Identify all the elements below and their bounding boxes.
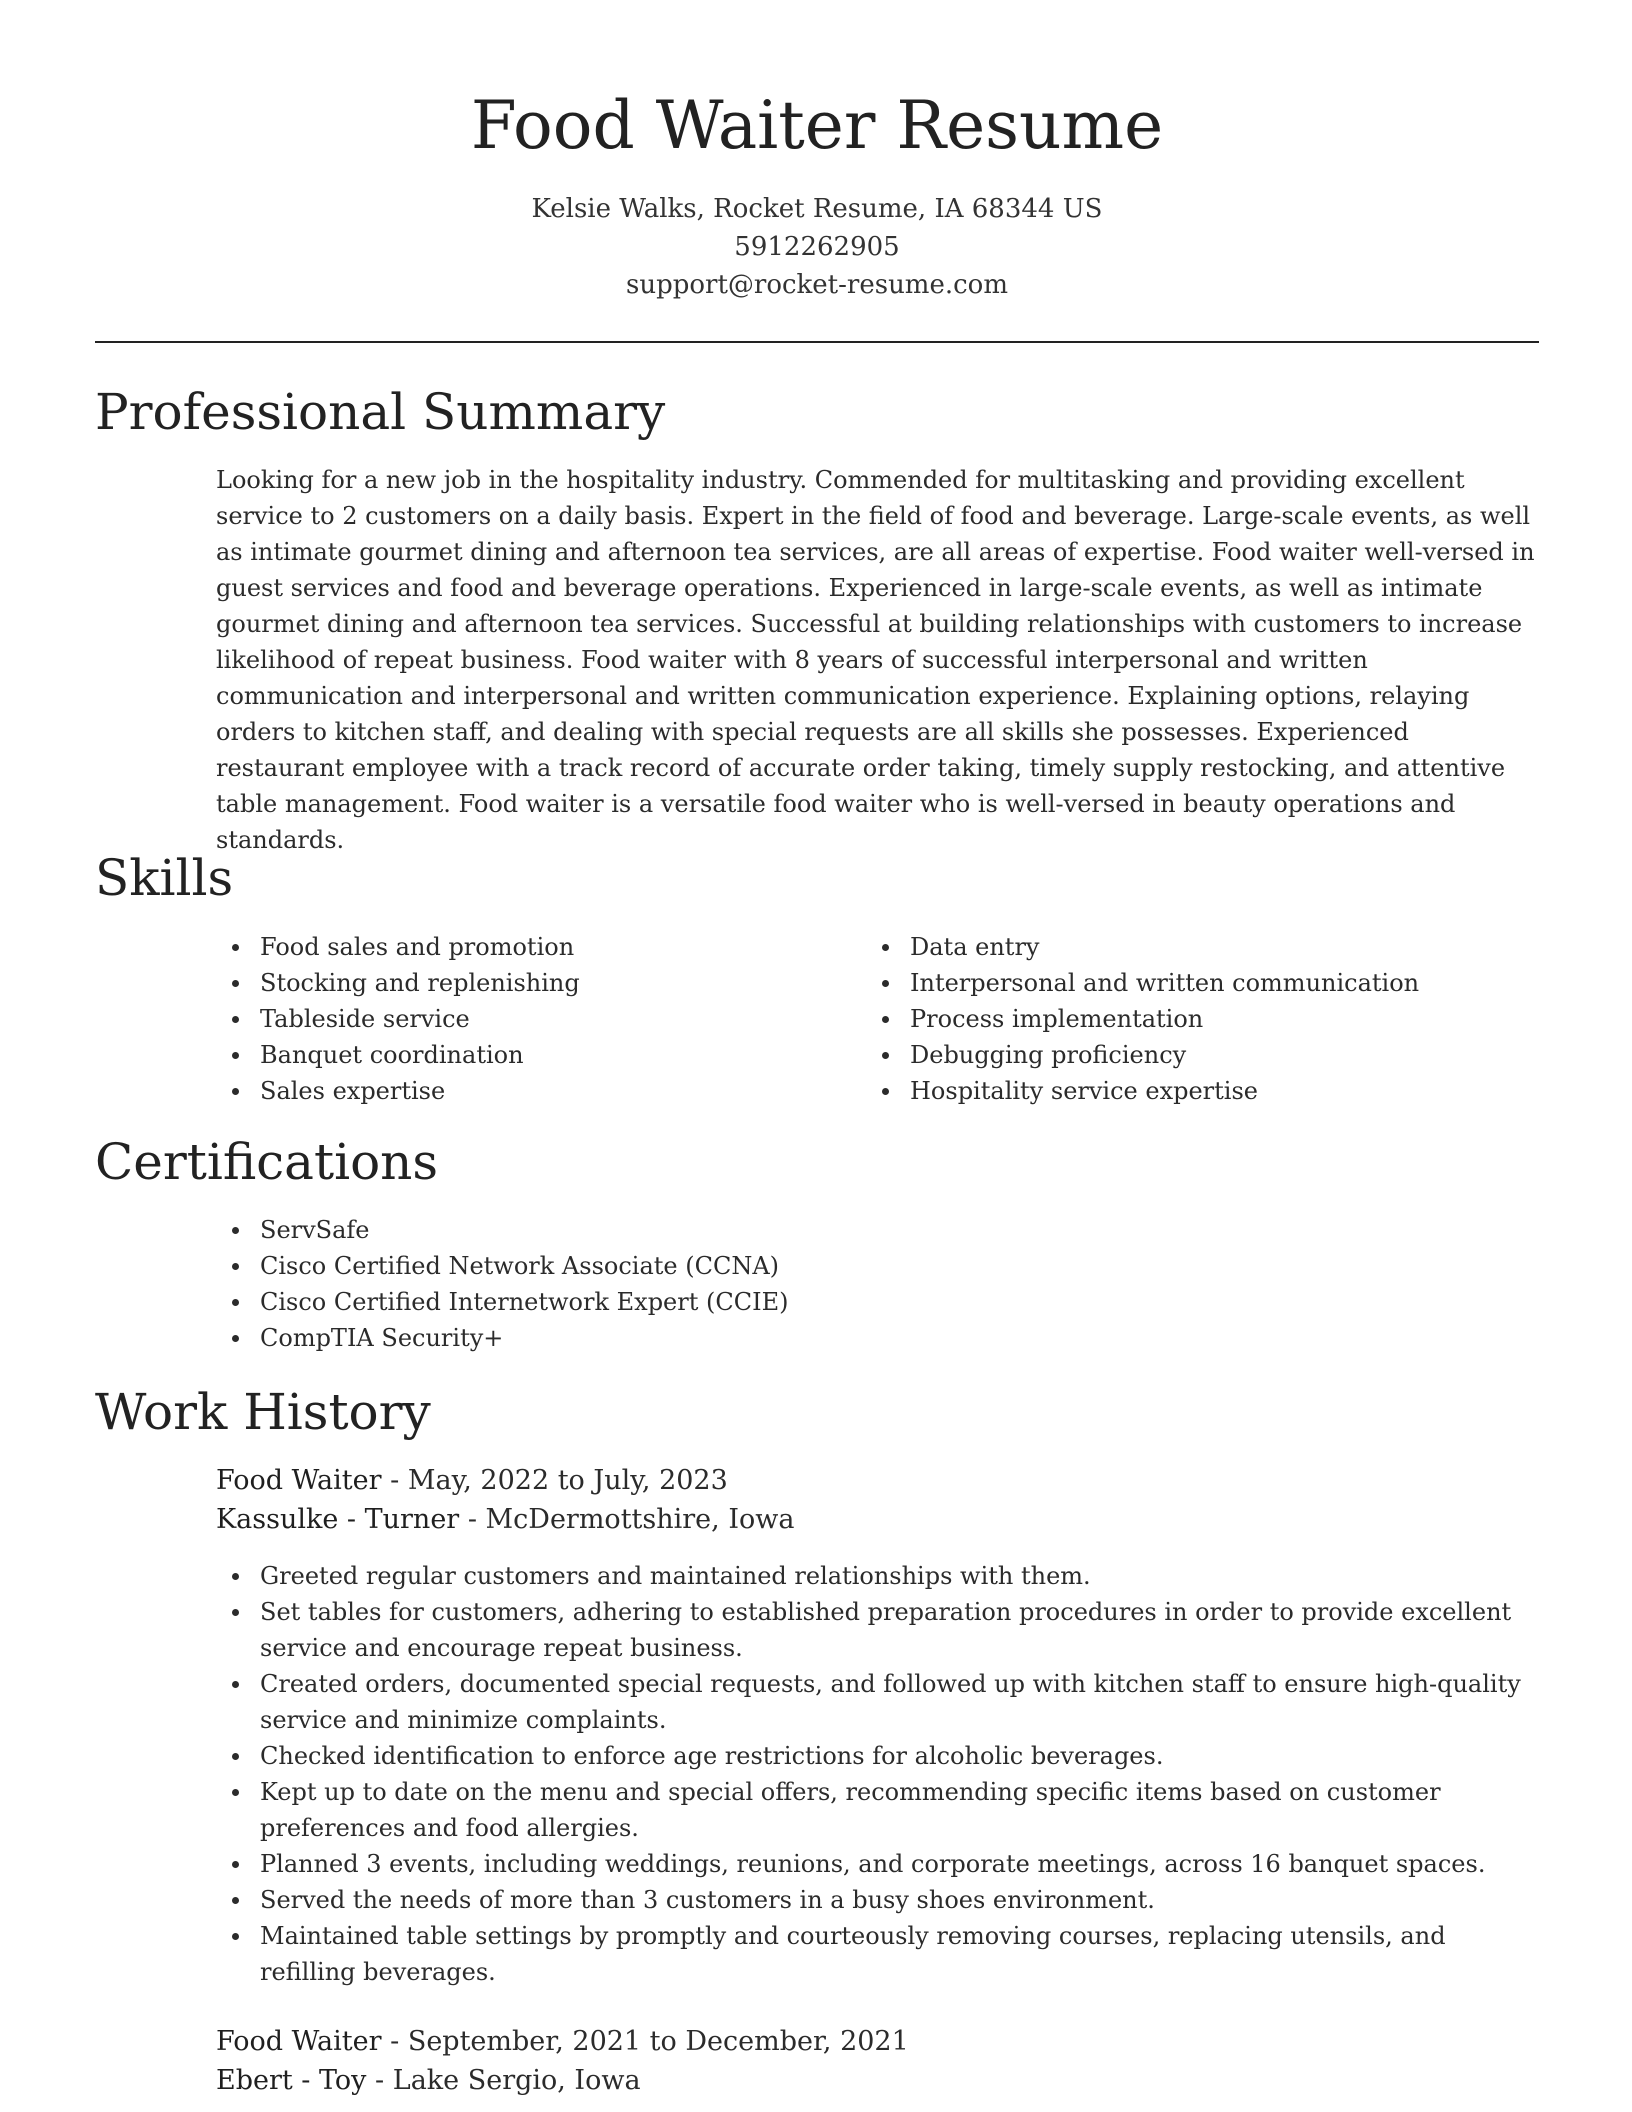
list-item: Sales expertise	[216, 1073, 836, 1109]
section-heading-skills: Skills	[95, 849, 234, 907]
skills-list-left	[216, 929, 836, 1109]
list-item: Interpersonal and written communication	[866, 965, 1539, 1001]
job-1-location: McDermottshire, Iowa	[485, 1504, 795, 1535]
list-item: Maintained table settings by promptly and courteously removing courses, replacing utensils, and refilling beverages.	[216, 1918, 1539, 1990]
contact-address: Kelsie Walks, Rocket Resume, IA 68344 US	[531, 194, 1103, 224]
job-2-company-line	[216, 2061, 641, 2101]
contact-phone: 5912262905	[734, 232, 900, 262]
job-1-company-line	[216, 1500, 794, 1540]
list-item: Created orders, documented special requests, and followed up with kitchen staff to ensure high-quality service and minimize complaints.	[216, 1666, 1539, 1738]
job-1-separator: -	[390, 1465, 408, 1496]
resume-title: Food Waiter Resume	[470, 87, 1164, 164]
job-2-separator: -	[390, 2026, 408, 2057]
job-2-dates: September, 2021 to December, 2021	[407, 2026, 909, 2057]
skills-list-right	[866, 929, 1539, 1109]
list-item: Hospitality service expertise	[866, 1073, 1539, 1109]
list-item: Data entry	[866, 929, 1539, 965]
header-divider	[95, 341, 1539, 343]
contact-email: support@rocket-resume.com	[625, 270, 1008, 300]
list-item: Planned 3 events, including weddings, reunions, and corporate meetings, across 16 banquet spaces.	[216, 1846, 1539, 1882]
list-item: Tableside service	[216, 1001, 836, 1037]
certifications-list	[216, 1212, 1539, 1356]
job-1-duties	[216, 1558, 1539, 1990]
job-2-separator: -	[375, 2065, 393, 2096]
job-1-title: Food Waiter	[216, 1465, 382, 1496]
list-item: Kept up to date on the menu and special offers, recommending specific items based on customer preferences and food allergies.	[216, 1774, 1539, 1846]
job-1-title-line	[216, 1461, 728, 1501]
list-item: Greeted regular customers and maintained relationships with them.	[216, 1558, 1539, 1594]
job-2-company: Ebert - Toy	[216, 2065, 367, 2096]
list-item: Cisco Certified Network Associate (CCNA)	[216, 1248, 1539, 1284]
list-item: Set tables for customers, adhering to established preparation procedures in order to provide excellent service and encourage repeat business.	[216, 1594, 1539, 1666]
section-heading-certifications: Certifications	[95, 1133, 439, 1191]
summary-text: Looking for a new job in the hospitality industry. Commended for multitasking and providing excellent service to 2 customers on a daily basis. Expert in the field of food and beverage. Large-scale events, as well as intimate gourmet dining and afternoon tea services, are all areas of expertise. Food waiter well-versed in guest services and food and beverage operations. Experienced in large-scale events, as well as intimate gourmet dining and afternoon tea services. Successful at building relationships with customers to increase likelihood of repeat business. Food waiter with 8 years of successful interpersonal and written communication and interpersonal and written communication experience. Explaining options, relaying orders to kitchen staff, and dealing with special requests are all skills she possesses. Experienced restaurant employee with a track record of accurate order taking, timely supply restocking, and attentive table management. Food waiter is a versatile food waiter who is well-versed in beauty operations and standards.	[216, 466, 1535, 854]
job-1-separator: -	[467, 1504, 486, 1535]
job-1-company: Kassulke - Turner	[216, 1504, 460, 1535]
job-2-title: Food Waiter	[216, 2026, 382, 2057]
job-2-location: Lake Sergio, Iowa	[392, 2065, 641, 2096]
contact-block	[95, 190, 1539, 304]
list-item: CompTIA Security+	[216, 1320, 1539, 1356]
section-heading-summary: Professional Summary	[95, 383, 666, 441]
list-item: Food sales and promotion	[216, 929, 836, 965]
job-1-dates: May, 2022 to July, 2023	[407, 1465, 728, 1496]
list-item: ServSafe	[216, 1212, 1539, 1248]
job-2-title-line	[216, 2022, 909, 2062]
list-item: Stocking and replenishing	[216, 965, 836, 1001]
list-item: Debugging proficiency	[866, 1037, 1539, 1073]
list-item: Banquet coordination	[216, 1037, 836, 1073]
list-item: Checked identification to enforce age restrictions for alcoholic beverages.	[216, 1738, 1539, 1774]
list-item: Process implementation	[866, 1001, 1539, 1037]
section-heading-work-history: Work History	[95, 1383, 431, 1441]
list-item: Cisco Certified Internetwork Expert (CCIE)	[216, 1284, 1539, 1320]
list-item: Served the needs of more than 3 customers in a busy shoes environment.	[216, 1882, 1539, 1918]
